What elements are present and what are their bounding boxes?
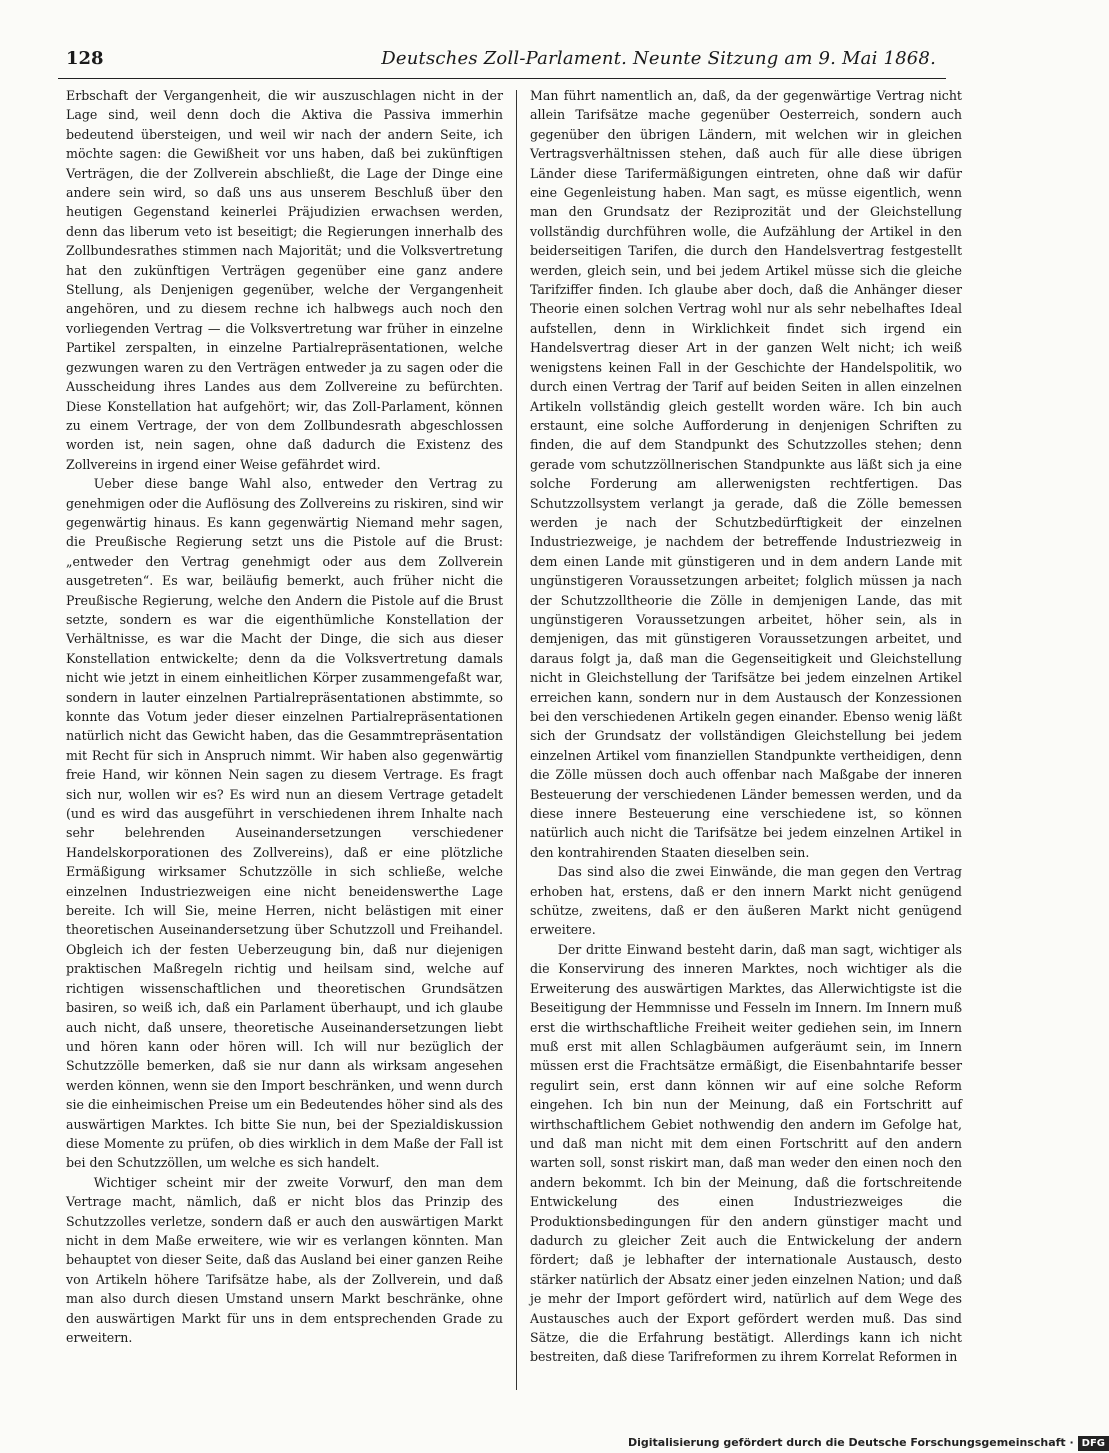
header-rule: [58, 78, 946, 79]
paragraph: Ueber diese bange Wahl also, entweder den Vertrag zu genehmigen oder die Auflösung des Zollvereins zu riskiren, sind wir gegenwärtig hinaus. Es kann gegenwärtig Niemand mehr sagen, die Preußische Regierung setzt uns die Pistole auf die Brust: „entweder den Vertrag genehmigt oder aus dem Zollverein ausgetreten“. Es war, beiläufig bemerkt, auch früher nicht die Preußische Regierung, welche den Andern die Pistole auf die Brust setzte, sondern es war die eigenthümliche Konstellation der Verhältnisse, es war die Macht der Dinge, die sich aus dieser Konstellation entwickelte; denn da die Volksvertretung damals nicht wie jetzt in einem einheitlichen Körper zusammengefaßt war, sondern in lauter einzelnen Partialrepräsentationen abstimmte, so konnte das Votum jeder dieser einzelnen Partialrepräsentationen natürlich nicht das Gewicht haben, das die Gesammtrepräsentation mit Recht für sich in Anspruch nimmt. Wir haben also gegenwärtig freie Hand, wir können Nein sagen zu diesem Vertrage. Es fragt sich nur, wollen wir es? Es wird nun an diesem Vertrage getadelt (und es wird das ausgeführt in verschiedenen ihrem Inhalte nach sehr belehrenden Auseinandersetzungen verschiedener Handelskorporationen des Zollvereins), daß er eine plötzliche Ermäßigung wirksamer Schutzzölle in sich schließe, welche einzelnen Industriezweigen eine nicht beneidenswerthe Lage bereite. Ich will Sie, meine Herren, nicht belästigen mit einer theoretischen Auseinandersetzung über Schutzzoll und Freihandel. Obgleich ich der festen Ueberzeugung bin, daß nur diejenigen praktischen Maßregeln richtig und heilsam sind, welche auf richtigen wissenschaftlichen und theoretischen Grundsätzen basiren, so weiß ich, daß ein Parlament überhaupt, und ich glaube auch nicht, daß unsere, theoretische Auseinandersetzungen liebt und hören kann oder hören will. Ich will nur bezüglich der Schutzzölle bemerken, daß sie nur dann als wirksam angesehen werden können, wenn sie den Import beschränken, und wenn durch sie die einheimischen Preise um ein Bedeutendes höher sind als des auswärtigen Marktes. Ich bitte Sie nun, bei der Spezialdiskussion diese Momente zu prüfen, ob dies wirklich in dem Maße der Fall ist bei den Schutzzöllen, um welche es sich handelt.: [66, 476, 503, 1171]
paragraph: Erbschaft der Vergangenheit, die wir auszuschlagen nicht in der Lage sind, weil denn doch die Aktiva die Passiva immerhin bedeutend übersteigen, und weil wir nach der andern Seite, ich möchte sagen: die Gewißheit vor uns haben, daß bei zukünftigen Verträgen, die der Zollverein abschließt, die Lage der Dinge eine andere sein wird, so daß uns aus unserem Beschluß über den heutigen Gegenstand keinerlei Präjudizien erwachsen werden, denn das liberum veto ist beseitigt; die Regierungen innerhalb des Zollbundesrathes stimmen nach Majorität; und die Volksvertretung hat den zukünftigen Verträgen gegenüber eine ganz andere Stellung, als Denjenigen gegenüber, welche der Vergangenheit angehören, und zu diesem rechne ich halbwegs auch noch den vorliegenden Vertrag — die Volksvertretung war früher in einzelne Partikel zerspalten, in einzelne Partialrepräsentationen, welche gezwungen waren zu den Verträgen entweder ja zu sagen oder die Ausscheidung ihres Landes aus dem Zollvereine zu befürchten. Diese Konstellation hat aufgehört; wir, das Zoll-Parlament, können zu einem Vertrage, der von dem Zollbundesrath abgeschlossen worden ist, nein sagen, ohne daß dadurch die Existenz des Zollvereins in irgend einer Weise gefährdet wird.: [66, 88, 503, 472]
page-number: 128: [66, 48, 104, 69]
left-column: [66, 86, 503, 1347]
paragraph: Der dritte Einwand besteht darin, daß man sagt, wichtiger als die Konservirung des inneren Marktes, noch wichtiger als die Erweiterung des auswärtigen Marktes, das Allerwichtigste ist die Beseitigung der Hemmnisse und Fesseln im Innern. Im Innern muß erst die wirthschaftliche Freiheit weiter gediehen sein, im Innern muß erst mit allen Schlagbäumen aufgeräumt sein, im Innern müssen erst die Frachtsätze ermäßigt, die Eisenbahntarife besser regulirt sein, erst dann können wir auf eine solche Reform eingehen. Ich bin nun der Meinung, daß ein Fortschritt auf wirthschaftlichem Gebiet nothwendig den andern im Gefolge hat, und daß man nicht mit dem einen Fortschritt auf den andern warten soll, sonst riskirt man, daß man weder den einen noch den andern bekommt. Ich bin der Meinung, daß die fortschreitende Entwickelung des einen Industriezweiges die Produktionsbedingungen für den andern günstiger macht und dadurch zu gleicher Zeit auch die Entwickelung der andern fördert; daß je lebhafter der internationale Austausch, desto stärker natürlich der Absatz einer jeden einzelnen Nation; und daß je mehr der Import gefördert wird, natürlich auf dem Wege des Austausches auch der Export gefördert werden muß. Das sind Sätze, die die Erfahrung bestätigt. Allerdings kann ich nicht bestreiten, daß diese Tarifreformen zu ihrem Korrelat Reformen in: [530, 941, 962, 1365]
running-header: [66, 44, 946, 74]
digitization-footer: [628, 1432, 1106, 1453]
running-title: Deutsches Zoll-Parlament. Neunte Sitzung am 9. Mai 1868.: [381, 48, 936, 69]
right-column: [530, 86, 962, 1367]
paragraph: Wichtiger scheint mir der zweite Vorwurf, den man dem Vertrage macht, nämlich, daß er nicht blos das Prinzip des Schutzzolles verletze, sondern daß er auch den auswärtigen Markt nicht in dem Maße erweitere, wie wir es verlangen könnten. Man behauptet von dieser Seite, daß das Ausland bei einer ganzen Reihe von Artikeln höhere Tarifsätze habe, als der Zollverein, und daß man also durch diesen Umstand unsern Markt beschränke, ohne den auswärtigen Markt für uns in dem entsprechenden Grade zu erweitern.: [66, 1174, 503, 1345]
paragraph: Man führt namentlich an, daß, da der gegenwärtige Vertrag nicht allein Tarifsätze mache gegenüber Oesterreich, sondern auch gegenüber den übrigen Ländern, mit welchen wir in gleichen Vertragsverhältnissen stehen, daß auch für alle diese übrigen Länder diese Tarifermäßigungen eintreten, ohne daß wir dafür eine Gegenleistung haben. Man sagt, es müsse eigentlich, wenn man den Grundsatz der Reziprozität und der Gleichstellung vollständig durchführen wolle, die Aufzählung der Artikel in den beiderseitigen Tarifen, die durch den Handelsvertrag festgestellt werden, gleich sein, und bei jedem Artikel müsse sich die gleiche Tarifziffer finden. Ich glaube aber doch, daß die Anhänger dieser Theorie einen solchen Vertrag wohl nur als sehr nebelhaftes Ideal aufstellen, denn in Wirklichkeit findet sich irgend ein Handelsvertrag dieser Art in der ganzen Welt nicht; ich weiß wenigstens keinen Fall in der Geschichte der Handelspolitik, wo durch einen Vertrag der Tarif auf beiden Seiten in allen einzelnen Artikeln vollständig gleich gestellt worden wäre. Ich bin auch erstaunt, eine solche Aufforderung in denjenigen Schriften zu finden, die auf dem Standpunkt des Schutzzolles stehen; denn gerade vom schutzzöllnerischen Standpunkte aus läßt sich ja eine solche Forderung am allerwenigsten rechtfertigen. Das Schutzzollsystem verlangt ja gerade, daß die Zölle bemessen werden je nach der Schutzbedürftigkeit der einzelnen Industriezweige, je nachdem der betreffende Industriezweig in dem einen Lande mit günstigeren und in dem andern Lande mit ungünstigeren Voraussetzungen arbeitet; folglich müssen ja nach der Schutzzolltheorie die Zölle in demjenigen Lande, das mit ungünstigeren Voraussetzungen arbeitet, höher sein, als in demjenigen, das mit günstigeren Voraussetzungen arbeitet, und daraus folgt ja, daß man die Gegenseitigkeit und Gleichstellung nicht in Gleichstellung der Tarifsätze bei jedem einzelnen Artikel erreichen kann, sondern nur in dem Austausch der Konzessionen bei den verschiedenen Artikeln gegen einander. Ebenso wenig läßt sich der Grundsatz der vollständigen Gleichstellung bei jedem einzelnen Artikel vom finanziellen Standpunkte vertheidigen, denn die Zölle müssen doch auch offenbar nach Maßgabe der inneren Besteuerung der verschiedenen Länder bemessen werden, und da diese innere Besteuerung eine verschiedene ist, so können natürlich auch nicht die Tarifsätze bei jedem einzelnen Artikel in den kontrahirenden Staaten dieselben sein.: [530, 88, 962, 860]
dfg-logo: DFG: [1078, 1436, 1109, 1451]
paragraph: Das sind also die zwei Einwände, die man gegen den Vertrag erhoben hat, erstens, daß er den innern Markt nicht genügend schütze, zweitens, daß er den äußeren Markt nicht genügend erweitere.: [530, 864, 962, 938]
footer-text: Digitalisierung gefördert durch die Deutsche Forschungsgemeinschaft ·: [628, 1436, 1074, 1449]
column-divider: [516, 90, 517, 1390]
